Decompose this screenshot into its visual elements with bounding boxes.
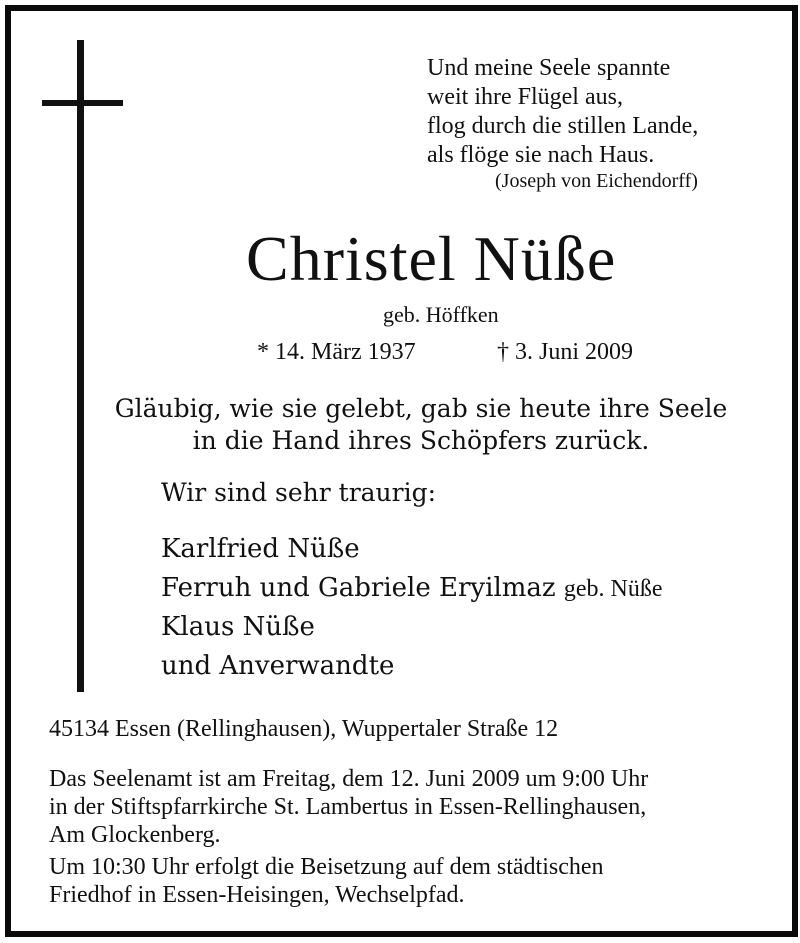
family-list — [161, 530, 663, 685]
family-member — [161, 569, 663, 609]
birth-date: * 14. März 1937 — [257, 339, 416, 365]
faith-statement — [0, 393, 800, 457]
poem-line: als flöge sie nach Haus. — [427, 142, 655, 168]
family-member: und Anverwandte — [161, 650, 395, 681]
faith-line: Gläubig, wie sie gelebt, gab sie heute ihre Seele — [114, 394, 728, 423]
cross-vertical-bar — [77, 40, 84, 692]
service-line: Am Glockenberg. — [49, 822, 221, 848]
poem-line: flog durch die stillen Lande, — [427, 113, 699, 139]
burial-line: Um 10:30 Uhr erfolgt die Beisetzung auf dem städtischen — [49, 854, 604, 880]
service-line: in der Stiftspfarrkirche St. Lambertus in Essen-Rellinghausen, — [49, 794, 647, 820]
burial-line: Friedhof in Essen-Heisingen, Wechselpfad. — [49, 882, 465, 908]
faith-line: in die Hand ihres Schöpfers zurück. — [192, 426, 650, 455]
family-member: Klaus Nüße — [161, 612, 315, 642]
service-line: Das Seelenamt ist am Freitag, dem 12. Juni 2009 um 9:00 Uhr — [49, 766, 649, 792]
poem-line: Und meine Seele spannte — [427, 55, 671, 81]
poem-quote — [427, 54, 698, 170]
family-member-birth-name: geb. Nüße — [563, 575, 663, 602]
poem-line: weit ihre Flügel aus, — [427, 84, 623, 110]
mourning-line: Wir sind sehr traurig: — [161, 478, 437, 507]
poem-author: (Joseph von Eichendorff) — [495, 170, 698, 192]
deceased-name: Christel Nüße — [246, 223, 617, 294]
cross-horizontal-bar — [42, 100, 123, 106]
death-date: † 3. Juni 2009 — [497, 339, 634, 365]
birth-name: geb. Höffken — [383, 302, 499, 327]
family-member: Karlfried Nüße — [161, 534, 360, 564]
service-info — [49, 765, 648, 909]
family-member-name: Ferruh und Gabriele Eryilmaz — [161, 572, 556, 603]
address: 45134 Essen (Rellinghausen), Wuppertaler Straße 12 — [49, 716, 559, 742]
